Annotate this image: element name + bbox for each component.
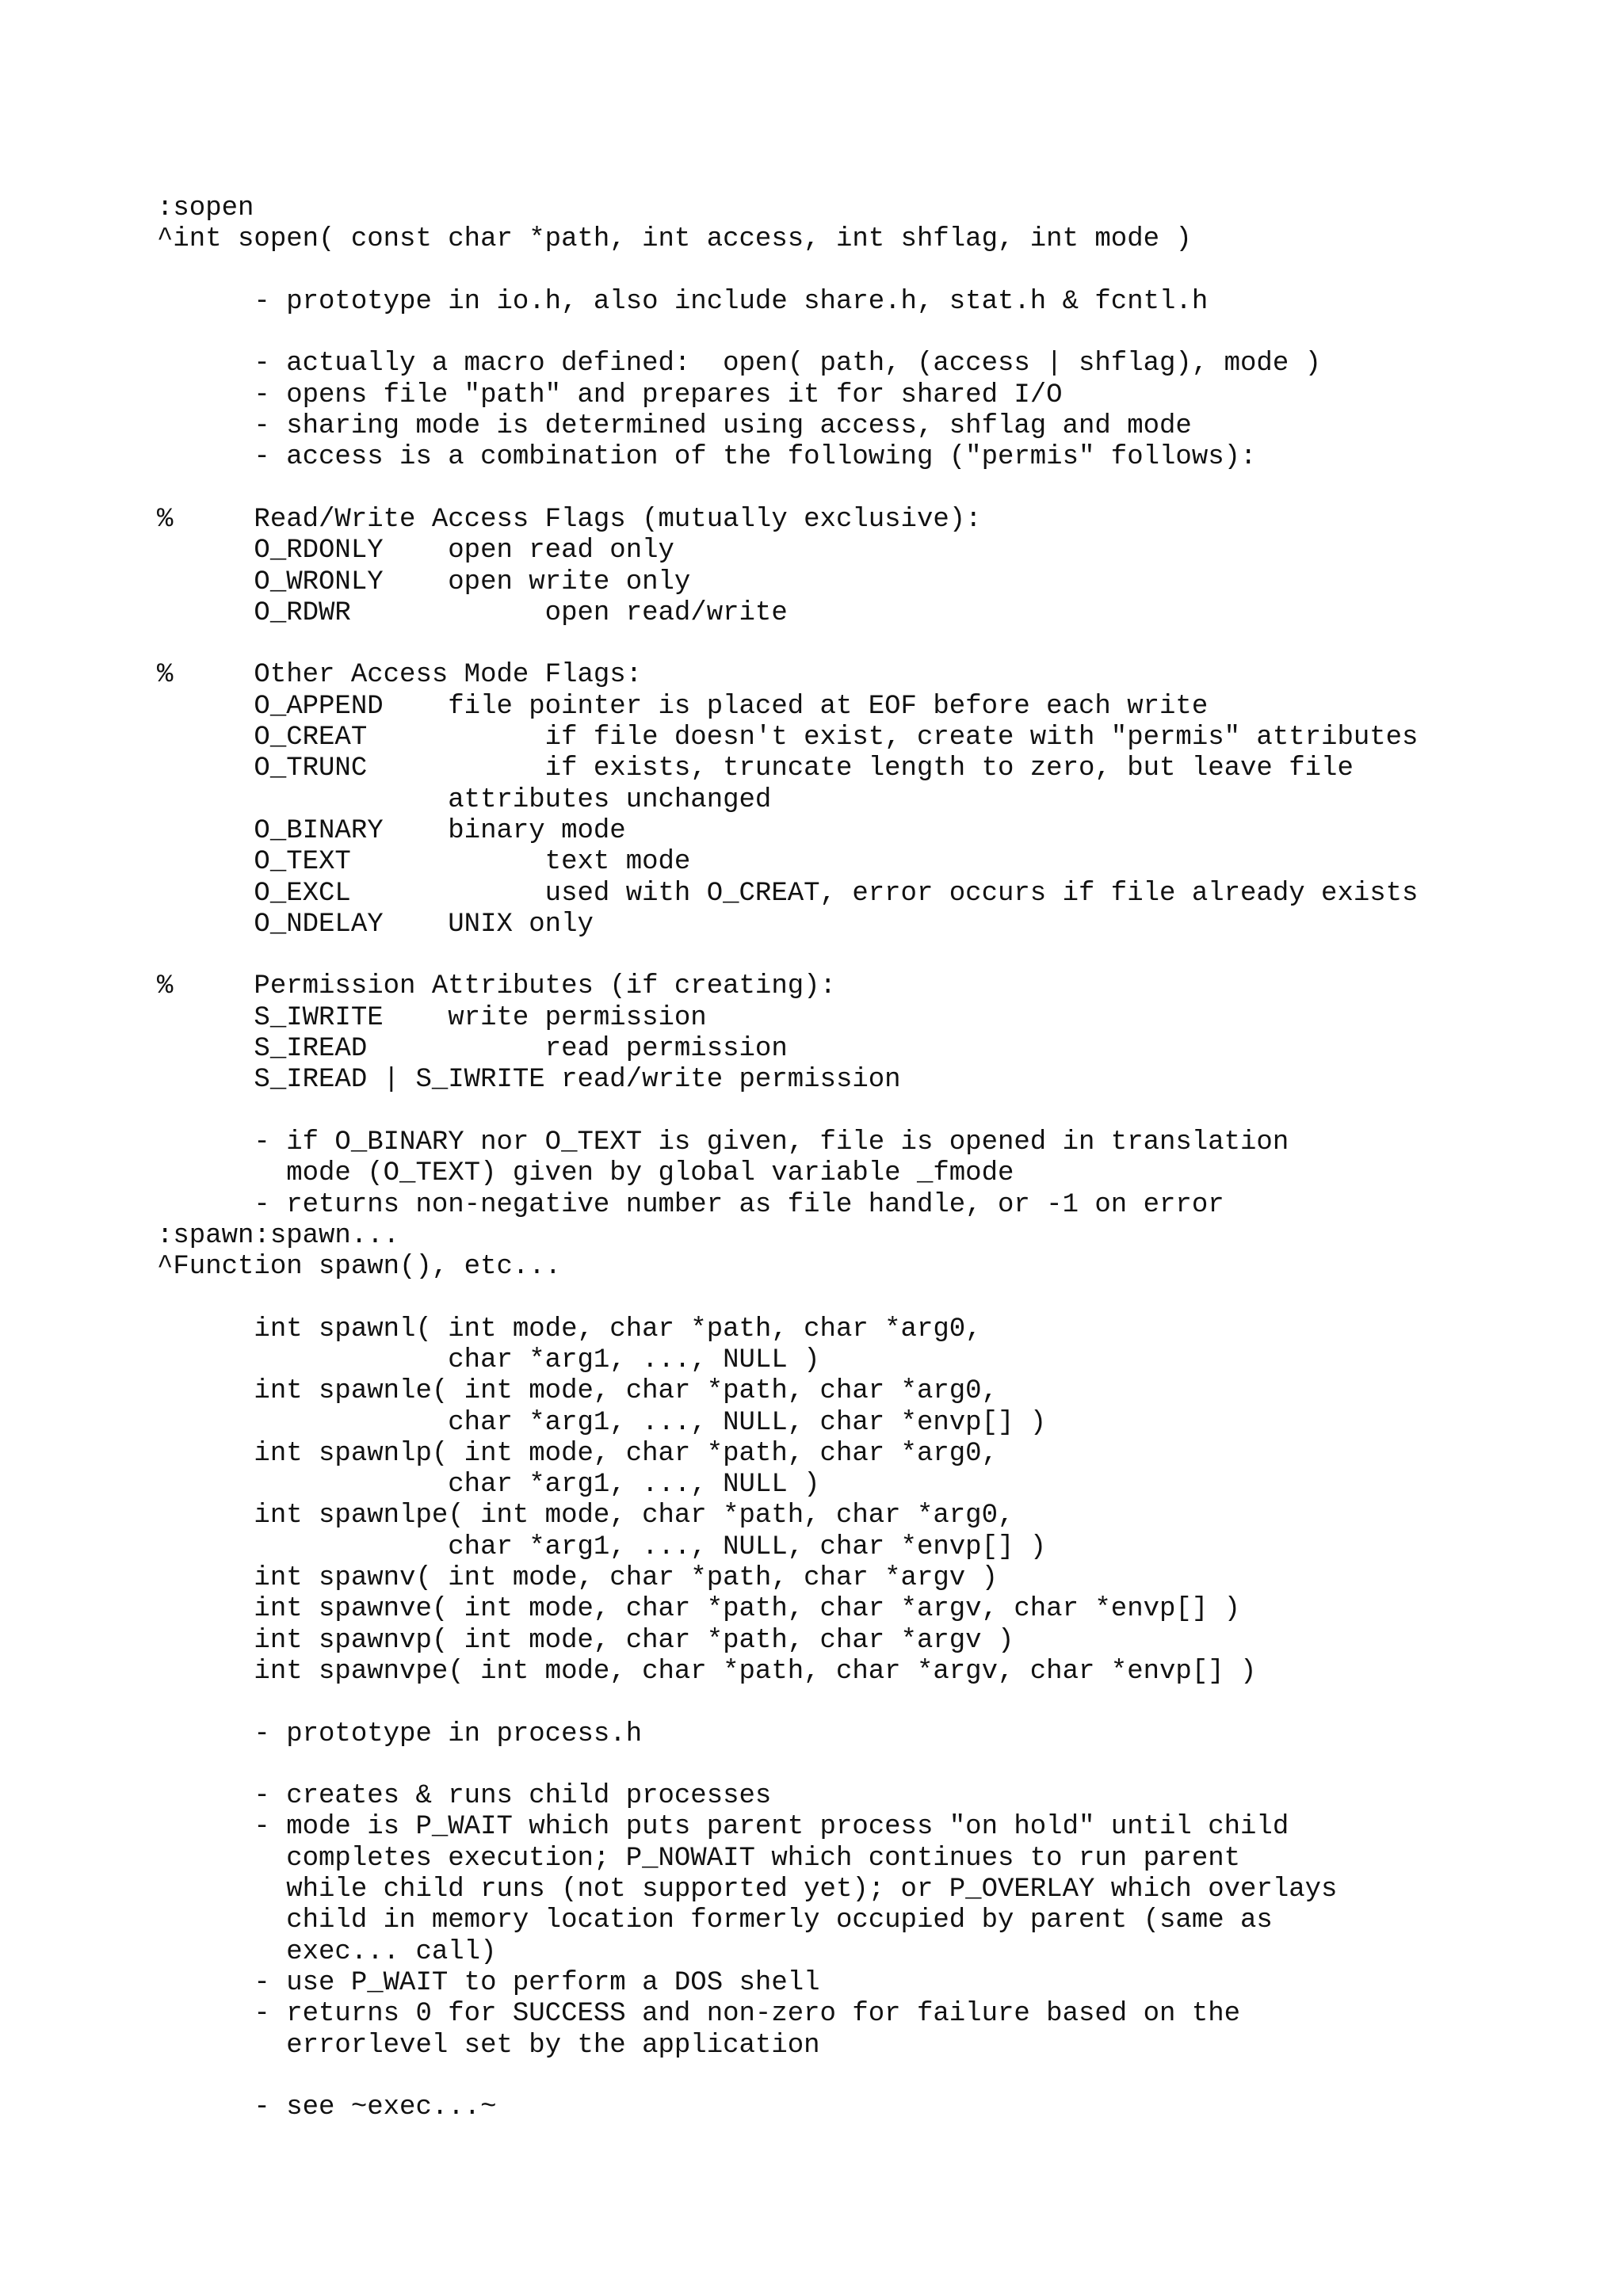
prototype-line: int spawnvpe( int mode, char *path, char *argv, char *envp[] ): [157, 1656, 1257, 1687]
prototype-line: int spawnv( int mode, char *path, char *argv ): [157, 1563, 998, 1594]
prototype-line: int spawnvp( int mode, char *path, char *argv ): [157, 1625, 1014, 1656]
blank-line: [157, 629, 1607, 660]
text-line: - returns 0 for SUCCESS and non-zero for failure based on the: [157, 1999, 1241, 2030]
flag-line: S_IREAD read permission: [157, 1034, 788, 1065]
flag-line: O_CREAT if file doesn't exist, create with "permis" attributes: [157, 723, 1419, 753]
flag-line: attributes unchanged: [157, 784, 772, 815]
prototype-line: int spawnve( int mode, char *path, char *argv, char *envp[] ): [157, 1594, 1241, 1625]
text-line: - creates & runs child processes: [157, 1781, 772, 1812]
text-line: - access is a combination of the following ("permis" follows):: [157, 442, 1257, 473]
text-line: errorlevel set by the application: [157, 2030, 820, 2061]
text-line: child in memory location formerly occupied by parent (same as: [157, 1905, 1273, 1936]
text-line: mode (O_TEXT) given by global variable _fmode: [157, 1158, 1014, 1189]
flag-line: O_RDWR open read/write: [157, 597, 788, 628]
text-line: - returns non-negative number as file handle, or -1 on error: [157, 1189, 1224, 1220]
prototype-line: char *arg1, ..., NULL ): [157, 1470, 820, 1501]
text-line: - opens file "path" and prepares it for shared I/O: [157, 379, 1063, 410]
section-heading: % Read/Write Access Flags (mutually exclusive):: [157, 504, 982, 535]
topic-marker-sopen: :sopen: [157, 193, 254, 223]
flag-line: O_TRUNC if exists, truncate length to zero, but leave file: [157, 753, 1354, 784]
text-line: while child runs (not supported yet); or P_OVERLAY which overlays: [157, 1875, 1338, 1905]
prototype-line: char *arg1, ..., NULL ): [157, 1344, 820, 1375]
section-heading: % Other Access Mode Flags:: [157, 660, 643, 691]
text-line: - actually a macro defined: open( path, (access | shflag), mode ): [157, 349, 1322, 379]
function-signature-spawn: ^Function spawn(), etc...: [157, 1252, 562, 1283]
text-line: - prototype in io.h, also include share.h, stat.h & fcntl.h: [157, 286, 1209, 317]
document-text: [157, 193, 1607, 2123]
blank-line: [157, 318, 1607, 349]
blank-line: [157, 1283, 1607, 1314]
flag-line: S_IREAD | S_IWRITE read/write permission: [157, 1065, 901, 1096]
flag-line: O_EXCL used with O_CREAT, error occurs if file already exists: [157, 878, 1419, 909]
prototype-line: char *arg1, ..., NULL, char *envp[] ): [157, 1531, 1047, 1562]
see-also-link[interactable]: - see ~exec...~: [157, 2092, 497, 2123]
blank-line: [157, 474, 1607, 505]
flag-line: O_RDONLY open read only: [157, 536, 674, 566]
text-line: - mode is P_WAIT which puts parent process "on hold" until child: [157, 1812, 1289, 1843]
text-line: - use P_WAIT to perform a DOS shell: [157, 1967, 820, 1998]
flag-line: O_APPEND file pointer is placed at EOF before each write: [157, 691, 1209, 722]
prototype-line: int spawnlpe( int mode, char *path, char *arg0,: [157, 1501, 1014, 1531]
prototype-line: int spawnlp( int mode, char *path, char *arg0,: [157, 1438, 998, 1469]
blank-line: [157, 256, 1607, 287]
flag-line: O_TEXT text mode: [157, 847, 691, 878]
flag-line: O_WRONLY open write only: [157, 566, 691, 597]
blank-line: [157, 2061, 1607, 2092]
flag-line: S_IWRITE write permission: [157, 1002, 707, 1033]
blank-line: [157, 1688, 1607, 1718]
blank-line: [157, 940, 1607, 971]
text-line: - if O_BINARY nor O_TEXT is given, file is opened in translation: [157, 1127, 1289, 1158]
section-heading: % Permission Attributes (if creating):: [157, 971, 836, 1002]
topic-marker-spawn: :spawn:spawn...: [157, 1220, 400, 1251]
prototype-line: int spawnl( int mode, char *path, char *arg0,: [157, 1314, 982, 1344]
flag-line: O_NDELAY UNIX only: [157, 909, 594, 940]
prototype-line: char *arg1, ..., NULL, char *envp[] ): [157, 1407, 1047, 1438]
text-line: - prototype in process.h: [157, 1718, 643, 1749]
prototype-line: int spawnle( int mode, char *path, char *arg0,: [157, 1376, 998, 1407]
function-signature-sopen: ^int sopen( const char *path, int access, int shflag, int mode ): [157, 224, 1192, 255]
blank-line: [157, 1750, 1607, 1781]
text-line: exec... call): [157, 1936, 497, 1967]
flag-line: O_BINARY binary mode: [157, 815, 626, 846]
blank-line: [157, 1097, 1607, 1127]
text-line: completes execution; P_NOWAIT which continues to run parent: [157, 1843, 1241, 1874]
text-line: - sharing mode is determined using access, shflag and mode: [157, 411, 1192, 442]
